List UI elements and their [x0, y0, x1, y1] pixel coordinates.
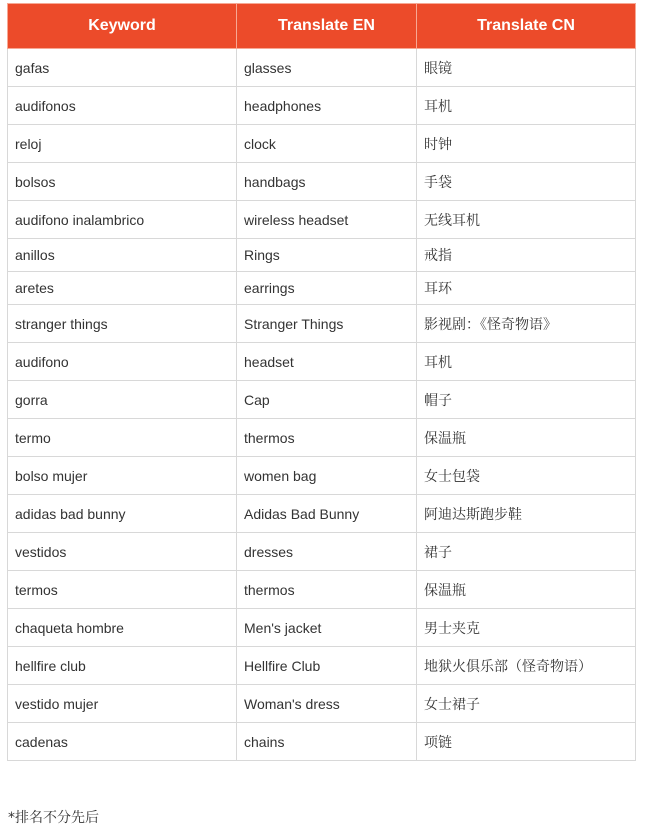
keyword-cell: audifonos: [8, 87, 237, 125]
translate-en-cell: dresses: [237, 533, 417, 571]
keyword-cell: audifono inalambrico: [8, 201, 237, 239]
keyword-cell: stranger things: [8, 305, 237, 343]
translate-cn-cell: 男士夹克: [417, 609, 636, 647]
translate-cn-cell: 地狱火俱乐部（怪奇物语）: [417, 647, 636, 685]
keyword-cell: aretes: [8, 272, 237, 305]
table-row: [8, 609, 636, 647]
keyword-cell: adidas bad bunny: [8, 495, 237, 533]
keyword-cell: hellfire club: [8, 647, 237, 685]
header-translate-cn: Translate CN: [417, 4, 636, 49]
translate-cn-cell: 耳环: [417, 272, 636, 305]
table-row: [8, 163, 636, 201]
keyword-cell: vestido mujer: [8, 685, 237, 723]
translate-cn-cell: 耳机: [417, 87, 636, 125]
translate-cn-cell: 手袋: [417, 163, 636, 201]
translate-en-cell: chains: [237, 723, 417, 761]
translate-cn-cell: 保温瓶: [417, 419, 636, 457]
translate-en-cell: Adidas Bad Bunny: [237, 495, 417, 533]
translate-cn-cell: 裙子: [417, 533, 636, 571]
header-keyword: Keyword: [8, 4, 237, 49]
keyword-cell: chaqueta hombre: [8, 609, 237, 647]
header-translate-en: Translate EN: [237, 4, 417, 49]
table-row: [8, 495, 636, 533]
ranking-note: *排名不分先后: [8, 810, 99, 826]
keyword-cell: gorra: [8, 381, 237, 419]
translate-en-cell: Woman's dress: [237, 685, 417, 723]
translate-en-cell: thermos: [237, 419, 417, 457]
translate-en-cell: Hellfire Club: [237, 647, 417, 685]
table-row: [8, 272, 636, 305]
translate-cn-cell: 保温瓶: [417, 571, 636, 609]
keyword-cell: vestidos: [8, 533, 237, 571]
translate-cn-cell: 无线耳机: [417, 201, 636, 239]
translate-en-cell: clock: [237, 125, 417, 163]
translate-cn-cell: 影视剧：《怪奇物语》: [417, 305, 636, 343]
table-row: [8, 305, 636, 343]
translate-cn-cell: 项链: [417, 723, 636, 761]
table-row: [8, 49, 636, 87]
translate-en-cell: Cap: [237, 381, 417, 419]
table-row: [8, 343, 636, 381]
translate-cn-cell: 眼镜: [417, 49, 636, 87]
translate-en-cell: Stranger Things: [237, 305, 417, 343]
table-row: [8, 723, 636, 761]
translate-cn-cell: 帽子: [417, 381, 636, 419]
translate-en-cell: Rings: [237, 239, 417, 272]
keyword-table: [7, 3, 636, 761]
keyword-cell: anillos: [8, 239, 237, 272]
translate-en-cell: wireless headset: [237, 201, 417, 239]
table-row: [8, 571, 636, 609]
translate-en-cell: headset: [237, 343, 417, 381]
translate-en-cell: earrings: [237, 272, 417, 305]
keyword-cell: gafas: [8, 49, 237, 87]
keyword-cell: reloj: [8, 125, 237, 163]
keyword-cell: audifono: [8, 343, 237, 381]
table-row: [8, 201, 636, 239]
table-row: [8, 533, 636, 571]
translate-cn-cell: 阿迪达斯跑步鞋: [417, 495, 636, 533]
table-row: [8, 381, 636, 419]
table-row: [8, 87, 636, 125]
keyword-cell: bolso mujer: [8, 457, 237, 495]
table-row: [8, 419, 636, 457]
translate-cn-cell: 女士包袋: [417, 457, 636, 495]
translate-cn-cell: 女士裙子: [417, 685, 636, 723]
keyword-cell: cadenas: [8, 723, 237, 761]
translate-cn-cell: 戒指: [417, 239, 636, 272]
translate-en-cell: glasses: [237, 49, 417, 87]
keyword-cell: bolsos: [8, 163, 237, 201]
translate-cn-cell: 时钟: [417, 125, 636, 163]
table-row: [8, 125, 636, 163]
table-header-row: [8, 4, 636, 49]
translate-en-cell: Men's jacket: [237, 609, 417, 647]
table-row: [8, 685, 636, 723]
translate-en-cell: handbags: [237, 163, 417, 201]
table-row: [8, 239, 636, 272]
translate-en-cell: women bag: [237, 457, 417, 495]
keyword-cell: termo: [8, 419, 237, 457]
translate-en-cell: headphones: [237, 87, 417, 125]
keyword-cell: termos: [8, 571, 237, 609]
translate-en-cell: thermos: [237, 571, 417, 609]
translate-cn-cell: 耳机: [417, 343, 636, 381]
table-row: [8, 457, 636, 495]
table-row: [8, 647, 636, 685]
